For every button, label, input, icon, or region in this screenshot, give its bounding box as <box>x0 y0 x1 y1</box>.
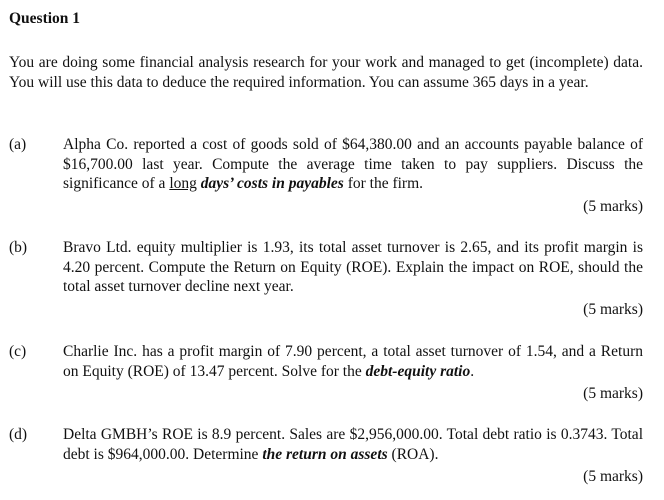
question-a-marks: (5 marks) <box>583 198 643 215</box>
question-b-label: (b) <box>9 239 28 256</box>
question-d-text <box>63 425 643 464</box>
question-d-text-part1: Delta GMBH’s ROE is 8.9 percent. Sales are $2,956,000.00. Total debt ratio is 0.3743. Total debt is $964,000.00. Determine <box>63 426 643 463</box>
question-b-text: Bravo Ltd. equity multiplier is 1.93, its total asset turnover is 2.65, and its profit margin is 4.20 percent. Compute the Return on Equity (ROE). Explain the impact on ROE, should the total asset turnover decline next year. <box>63 239 643 295</box>
question-a-text-part1: Alpha Co. reported a cost of goods sold of $64,380.00 and an accounts payable balance of $16,700.00 last year. Compute the average time taken to pay suppliers. Discuss the significance of a <box>63 136 643 192</box>
question-c-text <box>63 342 643 381</box>
question-c-text-part1: Charlie Inc. has a profit margin of 7.90 percent, a total asset turnover of 1.54, and a Return on Equity (ROE) of 13.47 percent. Solve for the <box>63 343 643 380</box>
question-d-emphasis: the return on assets <box>262 445 388 463</box>
question-a-text-part2: for the firm. <box>343 175 424 192</box>
question-c-label: (c) <box>9 343 27 360</box>
intro-paragraph: You are doing some financial analysis research for your work and managed to get (incomplete) data. You will use this data to deduce the required information. You can assume 365 days in a year. <box>9 54 643 91</box>
question-d-marks: (5 marks) <box>583 468 643 485</box>
question-c-emphasis: debt-equity ratio <box>365 362 471 380</box>
question-d-label: (d) <box>9 426 28 443</box>
question-heading: Question 1 <box>9 10 81 27</box>
question-a-emphasis: days’ costs in payables <box>200 175 344 192</box>
question-c-marks: (5 marks) <box>583 385 643 402</box>
question-b-marks: (5 marks) <box>583 301 643 318</box>
question-a-underline: long <box>169 175 197 192</box>
question-a-text <box>63 135 643 194</box>
question-c-text-part2: . <box>470 362 475 380</box>
question-d-text-part2: (ROA). <box>387 445 439 463</box>
question-a-label: (a) <box>9 136 27 153</box>
